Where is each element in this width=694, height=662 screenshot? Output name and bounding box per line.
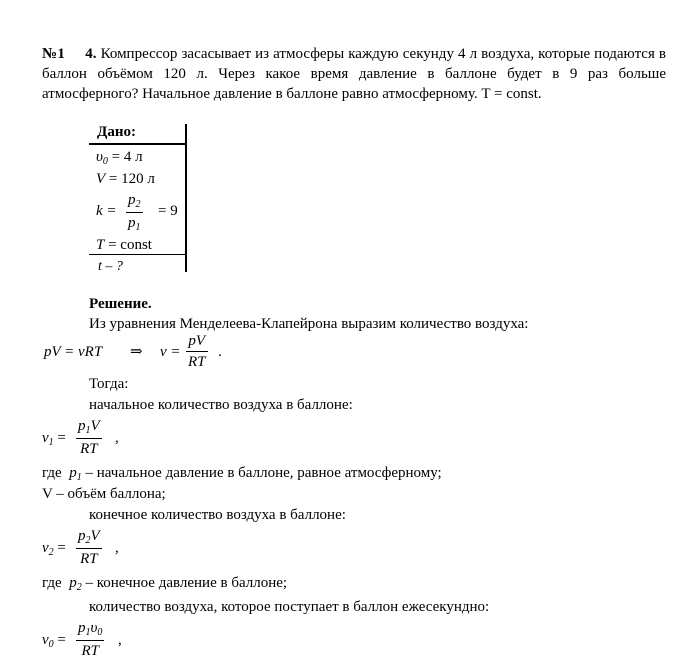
equation-3-fraction: $\frac{p_2V}{RT}$ (78, 528, 100, 567)
equation-1-period: . (218, 344, 222, 360)
equation-4-lhs: $\nu_0$ = (42, 632, 66, 650)
equation-2-comma: , (115, 430, 119, 446)
solution-intro: Из уравнения Менделеева-Клапейрона выразим количество воздуха: (89, 316, 529, 332)
item-number: 4. (85, 46, 97, 62)
given-find: t – ? (98, 259, 123, 274)
equation-1-arrow: ⇒ (130, 344, 143, 360)
equation-2-fraction: $\frac{p_1V}{RT}$ (78, 418, 100, 457)
equation-2-lhs: $\nu_1$ = (42, 430, 66, 448)
final-amount-label: конечное количество воздуха в баллоне: (89, 507, 346, 523)
problem-statement (42, 44, 666, 104)
where-p1-line: где $p_1$ – начальное давление в баллоне, равное атмосферному; (42, 465, 442, 483)
equation-1-left: pV = νRT (44, 344, 103, 360)
equation-4-fraction: $\frac{p_1\upsilon_0}{RT}$ (78, 620, 103, 659)
solution-header: Решение. (89, 296, 152, 312)
problem-text: Компрессор засасывает из атмосферы каждую секунду 4 л воздуха, которые подаются в баллон объёмом 120 л. Через какое время давление в баллоне будет в 9 раз больше атмосферного? Начальное давление в баллоне равно атмосферному. T = const. (42, 46, 667, 102)
equation-1-fraction: $\frac{pV}{RT}$ (188, 333, 206, 370)
given-find-rule (89, 254, 186, 255)
initial-amount-label: начальное количество воздуха в баллоне: (89, 397, 353, 413)
given-top-rule (89, 143, 187, 145)
inflow-label: количество воздуха, которое поступает в баллон ежесекундно: (89, 599, 490, 615)
given-vertical-rule (185, 124, 187, 272)
volume-line: V – объём баллона; (42, 486, 166, 502)
equation-1-nu: ν = (160, 344, 181, 360)
given-k-lhs: k = (96, 203, 117, 219)
given-temperature: T = const (96, 237, 152, 253)
given-k-fraction: $\frac{p_2}{p_1}$ (128, 192, 141, 233)
given-volume: V = 120 л (96, 171, 155, 187)
given-header: Дано: (97, 124, 136, 140)
equation-3-comma: , (115, 540, 119, 556)
equation-3-lhs: $\nu_2$ = (42, 540, 66, 558)
equation-4-comma: , (118, 632, 122, 648)
problem-number: №1 (42, 46, 65, 62)
given-k-rhs: = 9 (158, 203, 178, 219)
where-p2-line: где $p_2$ – конечное давление в баллоне; (42, 575, 288, 593)
given-v0: $\upsilon_0 = 4$ л (96, 149, 143, 167)
then-label: Тогда: (89, 376, 129, 392)
